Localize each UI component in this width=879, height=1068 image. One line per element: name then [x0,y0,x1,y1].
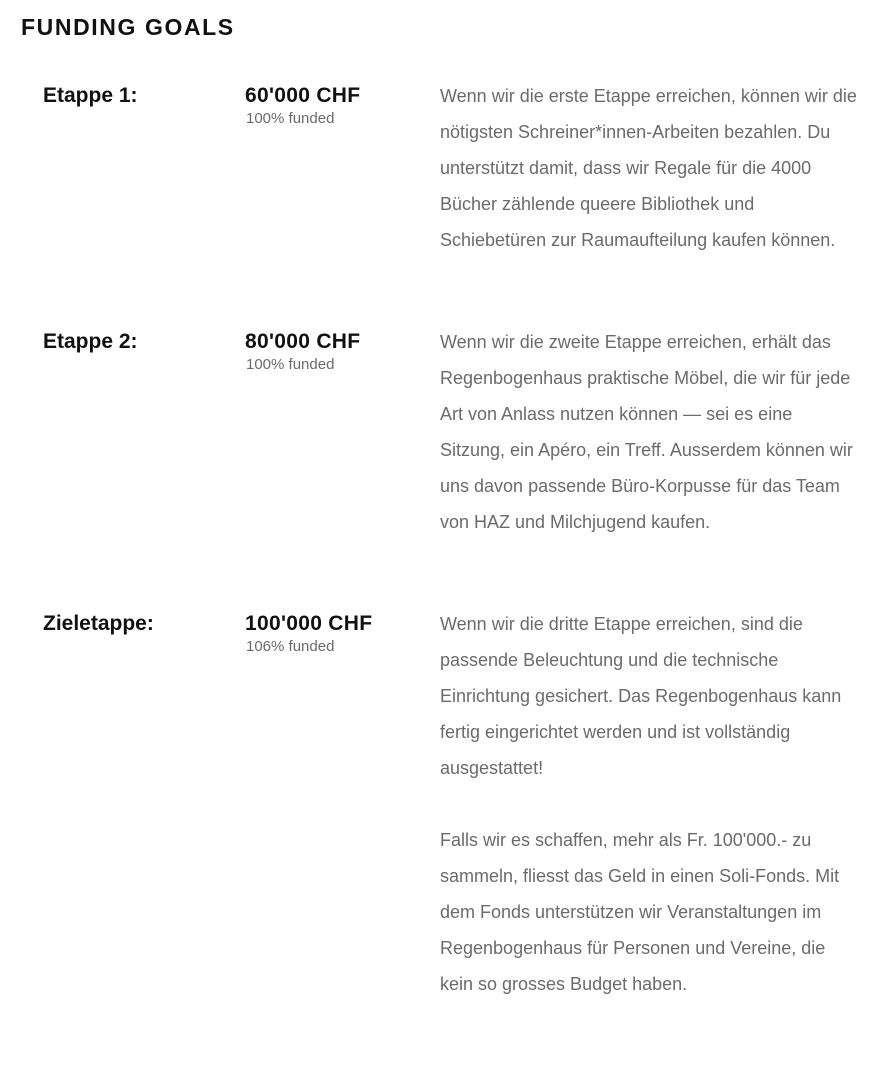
goal-description [440,324,858,540]
goal-description-paragraph: Wenn wir die zweite Etappe erreichen, erhält das Regenbogenhaus praktische Möbel, die wir für jede Art von Anlass nutzen können — sei es eine Sitzung, ein Apéro, ein Treff. Ausserdem können wir uns davon passende Büro-Korpusse für das Team von HAZ und Milchjugend kaufen. [440,332,853,532]
goal-name: Zieletappe: [43,612,154,635]
goal-description [440,606,858,1002]
goal-funded-status: 106% funded [246,638,335,655]
goal-amount: 80'000 CHF [245,330,361,353]
goal-amount: 60'000 CHF [245,84,361,107]
goal-funded-status: 100% funded [246,110,335,127]
goal-name: Etappe 1: [43,84,138,107]
goal-funded-status: 100% funded [246,356,335,373]
goal-amount: 100'000 CHF [245,612,373,635]
goal-description-paragraph: Falls wir es schaffen, mehr als Fr. 100'000.- zu sammeln, fliesst das Geld in einen Soli-Fonds. Mit dem Fonds unterstützen wir Veranstaltungen im Regenbogenhaus für Personen und Vereine, die kein so grosses Budget haben. [440,830,840,994]
goal-description-paragraph: Wenn wir die erste Etappe erreichen, können wir die nötigsten Schreiner*innen-Arbeiten bezahlen. Du unterstützt damit, dass wir Regale für die 4000 Bücher zählende queere Bibliothek und Schiebetüren zur Raumaufteilung kaufen können. [440,86,857,250]
goal-description-paragraph: Wenn wir die dritte Etappe erreichen, sind die passende Beleuchtung und die technische Einrichtung gesichert. Das Regenbogenhaus kann fertig eingerichtet werden und ist vollständig ausgestattet! [440,614,842,778]
goal-description [440,78,858,258]
section-title: FUNDING GOALS [21,14,235,40]
goal-name: Etappe 2: [43,330,138,353]
